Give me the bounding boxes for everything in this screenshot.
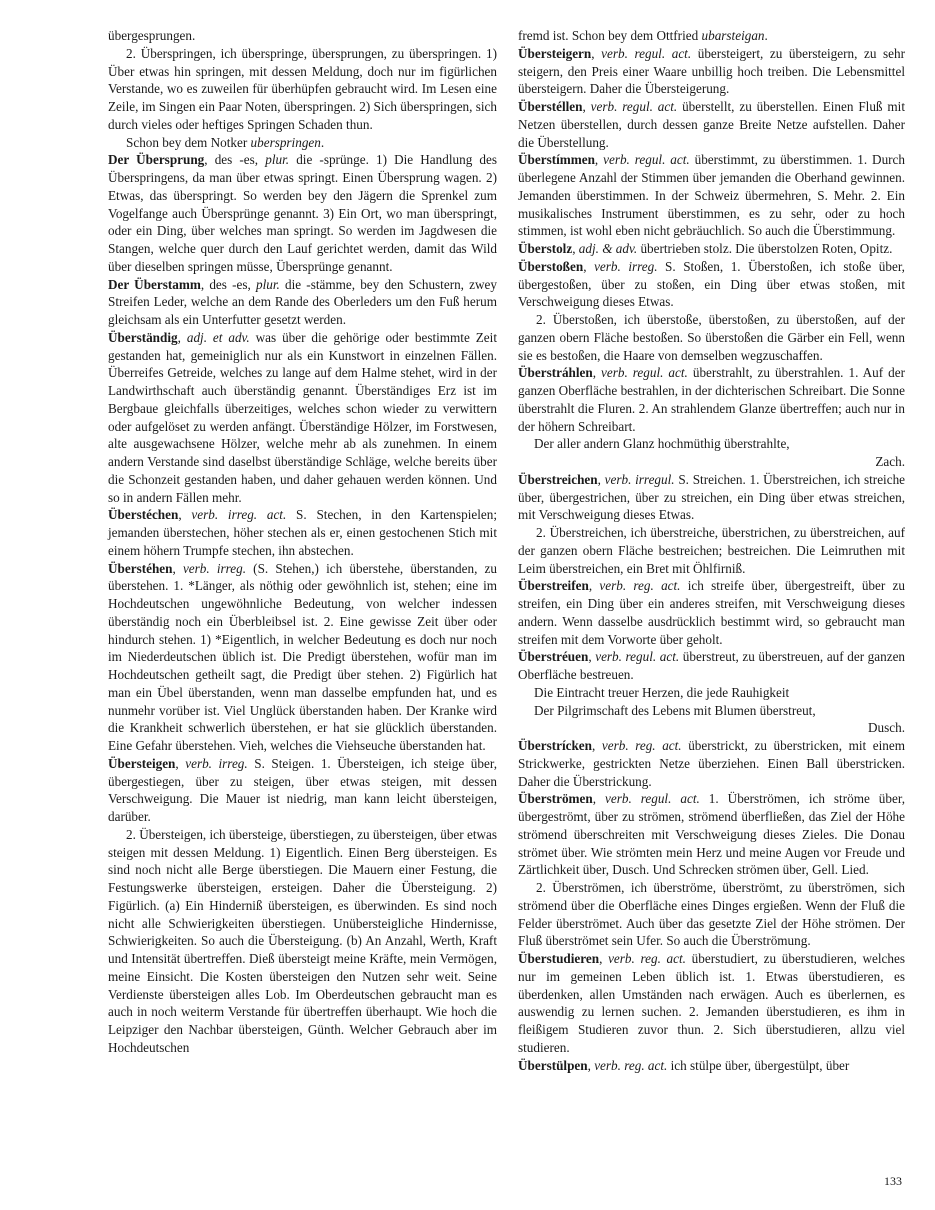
entry-headword: Der Übersprung	[108, 152, 205, 168]
dictionary-entry: Überstéhen, verb. irreg. (S. Stehen,) ich überstehe, überstanden, zu überstehen. 1. *Länger, als nöthig oder gewöhnlich ist, stehen; eine im Hochdeutschen ungewöhnliche Bedeutung, von welcher indessen überständig noch ein Überbleibsel ist. 2. Eine gewisse Zeit über oder hindurch stehen. 1) *Eigentlich, in welcher Bedeutung es doch nur noch im Niederdeutschen üblich ist. Die Predigt überstehen, wofür man im Hochdeutschen getheilt sagt, die Predigt über stehen. 2) Figürlich hat man ein Übel überstanden, wenn man dasselbe empfunden hat, und es nunmehr vorüber ist. Viel Unglück überstanden haben. Der Kranke wird die Krankheit schwerlich überstehen, er hat sie glücklich überstanden. Eine Gefahr überstehen. Vieh, welches die Viehseuche überstanden hat.	[108, 560, 497, 753]
dictionary-entry: Übersteigen, verb. irreg. S. Steigen. 1. Übersteigen, ich steige über, übergestiegen, über zu steigen, über etwas steigen, mit dessen Verschweigung. Die Mauer ist niedrig, man kann leicht übersteigen, darüber.	[108, 755, 497, 824]
verse-line: Der aller andern Glanz hochmüthig überstrahlte,	[534, 436, 790, 452]
page-number: 133	[884, 1174, 902, 1188]
entry-headword: Überständig	[108, 329, 178, 345]
left-column	[108, 27, 497, 1057]
dictionary-entry: Überströmen, verb. regul. act. 1. Überströmen, ich ströme über, übergeströmt, über zu strömen, strömend überfließen, das Ziel der Höhe strömend überschreiten mit Verschweigung dieses Zieles. Die Donau strömet über. Wie strömten mein Herz und meine Augen vor Freude und Zärtlichkeit über, Dusch. Und Schrecken strömen über, Gell. Lied.	[518, 791, 906, 878]
verse-attribution: Dusch.	[868, 720, 905, 736]
citation-word: uberspringen	[250, 134, 321, 150]
verse-line: Die Eintracht treuer Herzen, die jede Rauhigkeit	[534, 684, 790, 700]
entry-headword: Überstreifen	[518, 578, 589, 594]
dictionary-entry: Überstreifen, verb. reg. act. ich streife über, übergestreift, über zu streifen, ein Ding über ein anderes streifen, mit Verschweigung dieses andern. Wenn dasselbe ausdrücklich bestimmt wird, so gebraucht man streifen mit dem Vorworte über geholt.	[518, 578, 905, 647]
entry-plural-label: plur.	[265, 152, 290, 168]
entry-definition: , des -es,	[200, 276, 256, 292]
entry-definition: überstimmt, zu überstimmen. 1. Durch überlegene Anzahl der Stimmen über jemanden die Oberhand gewinnen. Jemanden überstimmen. In der Schweiz übermehren, S. Mehr. 2. Ein musikalisches Instrument überstimmen, es zu sehr, oder zu hoch stimmen, ist wohl eben nicht gebräuchlich. So auch die Überstimmung.	[518, 152, 905, 239]
citation-paragraph	[108, 134, 497, 152]
verse-attribution: Zach.	[875, 454, 905, 469]
entry-grammar: verb. reg. act.	[608, 951, 686, 966]
paragraph: 2. Überspringen, ich überspringe, übersprungen, zu überspringen. 1) Über etwas hin springen, mit dessen Meldung, doch nur im figürlichen Verstande, wo es zuweilen für überhüpfen gebraucht wird. Im Lesen eine Zeile, im Singen ein Paar Noten, überspringen. 2) Sich überspringen, sich durch vieles oder heftiges Springen Schaden thun.	[108, 45, 497, 132]
entry-headword: Übersteigern	[518, 45, 592, 61]
entry-headword: Überstéhen	[108, 560, 173, 576]
entry-definition: ich stülpe über, übergestülpt, über	[667, 1057, 850, 1073]
entry-definition: überstrahlt, zu überstrahlen. 1. Auf der ganzen Oberfläche bestrahlen, in der dichterischen Schreibart. Die Sonne überstrahlt die Fluren. 2. An strahlendem Glanze übertreffen; auch nur in der höhern Schreibart.	[518, 365, 906, 434]
entry-headword: Überstreichen	[518, 471, 598, 487]
entry-headword: Überstéllen	[518, 99, 583, 114]
entry-grammar: verb. irreg.	[182, 560, 247, 576]
dictionary-entry: Überstráhlen, verb. regul. act. überstrahlt, zu überstrahlen. 1. Auf der ganzen Oberfläche bestrahlen, in der dichterischen Schreibart. Die Sonne überstrahlt die Fluren. 2. An strahlendem Glanze übertreffen; auch nur in der höhern Schreibart.	[518, 365, 906, 434]
entry-grammar: verb. regul. act.	[590, 99, 678, 114]
citation-paragraph	[518, 27, 905, 45]
entry-grammar: adj. & adv.	[578, 241, 638, 256]
entry-grammar: verb. reg. act.	[601, 738, 682, 753]
entry-definition: (S. Stehen,) ich überstehe, überstanden, zu überstehen. 1. *Länger, als nöthig oder gewöhnlich ist, stehen; eine im Hochdeutschen ungewöhnliche Bedeutung, von welcher indessen überständig noch ein Überbleibsel ist. 2. Eine gewisse Zeit über oder hindurch stehen. 1) *Eigentlich, in welcher Bedeutung es doch nur noch im Niederdeutschen üblich ist. Die Predigt überstehen, wofür man im Hochdeutschen getheilt sagt, die Predigt über stehen. 2) Figürlich hat man ein Übel überstanden, wenn man dasselbe empfunden hat, und es nunmehr vorüber ist. Viel Unglück überstanden haben. Der Kranke wird die Krankheit schwerlich überstehen, er hat sie glücklich überstanden. Eine Gefahr überstehen. Vieh, welches die Viehseuche überstanden hat.	[108, 560, 497, 753]
paragraph: 2. Überströmen, ich überströme, überströmt, zu überströmen, sich strömend über die Oberfläche eines Dinges ergießen. Wenn der Fluß die Felder überströmet. Auch über das gesetzte Ziel der Höhe strömen. Der Fluß überströmet sein Ufer. So auch die Überströmung.	[518, 880, 905, 949]
entry-definition: überstudiert, zu überstudieren, welches nur im gemeinen Leben üblich ist. 1. Etwas überstudieren, es überdenken, allen Umständen nach erwägen. Auch es überlernen, es auswendig zu lernen suchen. 2. Jemanden überstudieren, es ihm in fleißigem Studieren zuvor thun. 2. Sich überstudieren, allzu viel studieren.	[518, 951, 905, 1055]
paragraph: 2. Überstoßen, ich überstoße, überstoßen, zu überstoßen, auf der ganzen obern Fläche bestoßen. So überstoßen die Gärber ein Fell, wenn sie es bestoßen, die Haare von demselben wegzuschaffen.	[518, 312, 905, 363]
dictionary-entry: Überstülpen, verb. reg. act. ich stülpe über, übergestülpt, über	[518, 1057, 850, 1073]
entry-grammar: verb. irreg.	[185, 755, 248, 771]
entry-definition: S. Stoßen, 1. Überstoßen, ich stoße über, übergestoßen, über zu stoßen, ein Ding über etwas stoßen, mit Verschweigung dieses Etwas.	[518, 258, 905, 310]
entry-definition: überstreut, zu überstreuen, auf der ganzen Oberfläche bestreuen.	[518, 649, 906, 682]
entry-definition: übertrieben stolz. Die überstolzen Roten, Opitz.	[637, 241, 893, 256]
entry-headword: Überstülpen	[518, 1057, 588, 1073]
dictionary-entry: Überstréuen, verb. regul. act. überstreut, zu überstreuen, auf der ganzen Oberfläche bestreuen.	[518, 649, 906, 682]
entry-definition: S. Streichen. 1. Überstreichen, ich streiche über, übergestrichen, über zu streichen, ein Ding über etwas streichen, mit Verschweigung dieses Etwas.	[518, 471, 906, 523]
entry-definition: überstellt, zu überstellen. Einen Fluß mit Netzen überstellen, durch dessen ganze Breite Netze aufstellen. Daher die Überstellung.	[518, 99, 905, 150]
entry-headword: Überstudieren	[518, 951, 600, 966]
entry-headword: Überstéchen	[108, 507, 179, 523]
dictionary-entry	[108, 151, 497, 275]
entry-grammar: verb. regul. act.	[601, 45, 692, 61]
dictionary-entry: Überstímmen, verb. regul. act. überstimmt, zu überstimmen. 1. Durch überlegene Anzahl der Stimmen über jemanden die Oberhand gewinnen. Jemanden überstimmen. In der Schweiz übermehren, S. Mehr. 2. Ein musikalisches Instrument überstimmen, es zu sehr, oder zu hoch stimmen, ist wohl eben nicht gebräuchlich. So auch die Überstimmung.	[518, 152, 905, 239]
entry-grammar: verb. reg. act.	[594, 1057, 668, 1073]
citation-end: .	[764, 28, 768, 43]
entry-headword: Überstoßen	[518, 258, 584, 274]
right-column	[518, 27, 905, 1074]
entry-grammar: verb. regul. act.	[601, 365, 688, 381]
entry-definition: ich streife über, übergestreift, über zu streifen, ein Ding über ein anderes streifen, mit Verschweigung dieses andern. Wenn dasselbe ausdrücklich bestimmt wird, so gebraucht man streifen mit dem Vorworte über geholt.	[518, 578, 905, 647]
entry-headword: Der Überstamm	[108, 276, 201, 292]
dictionary-entry: Überstéllen, verb. regul. act. überstellt, zu überstellen. Einen Fluß mit Netzen überstellen, durch dessen ganze Breite Netze aufstellen. Daher die Überstellung.	[518, 99, 905, 150]
paragraph: 2. Überstreichen, ich überstreiche, überstrichen, zu überstreichen, auf der ganzen obern Fläche bestreichen; bestreichen. Die Leimruthen mit Leim überstreichen, ein Bret mit Öhlfirniß.	[518, 525, 905, 576]
entry-headword: Überströmen	[518, 791, 593, 807]
entry-grammar: verb. regul. act.	[603, 152, 690, 168]
entry-definition: was über die gehörige oder bestimmte Zeit gestanden hat, gemeiniglich nur als ein Kunstwort in einzelnen Fällen. Überreifes Getreide, welches zu lange auf dem Halme stehet, wird in der Landwirthschaft auch überständig genannt. Überständiges Erz ist im Bergbaue gleichfalls überzeitiges, welches schon wieder zu verwittern oder aufgelöset zu werden anfängt. Überständige Hölzer, im Forstwesen, alte ausgewachsene Hölzer, welche mehr ab als zunehmen. In einem andern Verstande sind daselbst überständige Schläge, welche bereits über die Schonzeit gestanden haben, und daher gehauen werden können. Und so in andern Fällen mehr.	[108, 329, 497, 505]
entry-headword: Überstímmen	[518, 152, 595, 168]
entry-definition: S. Steigen. 1. Übersteigen, ich steige über, übergestiegen, über zu steigen, über etwas steigen, mit dessen Verschweigung. Die Mauer ist niedrig, man kann leicht übersteigen, darüber.	[108, 755, 497, 824]
dictionary-entry: Überstolz, adj. & adv. übertrieben stolz. Die überstolzen Roten, Opitz.	[518, 241, 893, 256]
citation-text: fremd ist. Schon bey dem Ottfried	[518, 28, 702, 43]
citation-text: Schon bey dem Notker	[126, 134, 251, 150]
entry-definition-cont: die -stämme, bey den Schustern, zwey Streifen Leder, welche an dem Rande des Oberleders um den Fuß herum gleichsam als ein Unterfutter gesetzt werden.	[108, 276, 497, 327]
entry-plural-label: plur.	[255, 276, 280, 292]
entry-grammar: verb. irreg. act.	[191, 507, 287, 523]
dictionary-entry	[108, 276, 497, 329]
dictionary-entry: Überständig, adj. et adv. was über die gehörige oder bestimmte Zeit gestanden hat, gemeiniglich nur als ein Kunstwort in einzelnen Fällen. Überreifes Getreide, welches zu lange auf dem Halme stehet, wird in der Landwirthschaft auch überständig genannt. Überständiges Erz ist im Bergbaue gleichfalls überzeitiges, welches schon wieder zu verwittern oder aufgelöset zu werden anfängt. Überständige Hölzer, im Forstwesen, alte ausgewachsene Hölzer, welche mehr ab als zunehmen. In einem andern Verstande sind daselbst überständige Schläge, welche bereits über die Schonzeit gestanden haben, und daher gehauen werden können. Und so in andern Fällen mehr.	[108, 329, 497, 505]
entry-headword: Überstrícken	[518, 738, 592, 753]
entry-grammar: verb. regul. act.	[595, 649, 680, 665]
entry-grammar: verb. regul. act.	[605, 791, 700, 807]
entry-definition: , des -es,	[204, 152, 266, 168]
entry-headword: Überstréuen	[518, 649, 589, 665]
dictionary-entry: Überstoßen, verb. irreg. S. Stoßen, 1. Überstoßen, ich stoße über, übergestoßen, über zu stoßen, ein Ding über etwas stoßen, mit Verschweigung dieses Etwas.	[518, 258, 905, 310]
dictionary-entry: Übersteigern, verb. regul. act. übersteigert, zu übersteigern, zu sehr steigern, den Preis einer Waare unbillig hoch treiben. Die Lebensmittel übersteigern. Daher die Übersteigerung.	[518, 45, 906, 97]
entry-headword: Überstolz	[518, 241, 573, 256]
entry-definition: übersteigert, zu übersteigern, zu sehr steigern, den Preis einer Waare unbillig hoch treiben. Die Lebensmittel übersteigern. Daher die Übersteigerung.	[518, 45, 906, 97]
entry-grammar: verb. irreg.	[594, 258, 658, 274]
dictionary-entry: Überstreichen, verb. irregul. S. Streichen. 1. Überstreichen, ich streiche über, übergestrichen, über zu streichen, ein Ding über etwas streichen, mit Verschweigung dieses Etwas.	[518, 471, 906, 523]
citation-end: .	[320, 134, 325, 150]
dictionary-entry: Überstrícken, verb. reg. act. überstrickt, zu überstricken, mit einem Strickwerke, gestrickten Netze überziehen. Einen Ball überstricken. Daher die Überstrickung.	[518, 738, 906, 789]
entry-definition: überstrickt, zu überstricken, mit einem Strickwerke, gestrickten Netze überziehen. Einen Ball überstricken. Daher die Überstrickung.	[518, 738, 906, 789]
dictionary-entry: Überstudieren, verb. reg. act. überstudiert, zu überstudieren, welches nur im gemeinen Leben üblich ist. 1. Etwas überstudieren, es überdenken, allen Umständen nach erwägen. Auch es überlernen, es auswendig zu lernen suchen. 2. Jemanden überstudieren, es ihm in fleißigem Studieren zuvor thun. 2. Sich überstudieren, allzu viel studieren.	[518, 951, 905, 1055]
entry-definition: S. Stechen, in den Kartenspielen; jemanden überstechen, höher stechen als er, einen gestochenen Stich mit einem höhern Trumpfe stechen, ihn abstechen.	[108, 507, 498, 558]
paragraph: übergesprungen.	[108, 28, 196, 43]
entry-headword: Überstráhlen	[518, 365, 593, 381]
citation-word: ubarsteigan	[701, 28, 765, 43]
entry-grammar: verb. irregul.	[604, 471, 675, 487]
paragraph: 2. Übersteigen, ich übersteige, überstiegen, zu übersteigen, über etwas steigen mit dessen Meldung. 1) Eigentlich. Einen Berg übersteigen. Es sind noch nicht alle Berge überstiegen. Die Mauern einer Festung, die Festungswerke übersteigen, ersteigen. Daher die Übersteigung. 2) Figürlich. (a) Ein Hinderniß übersteigen, es überwinden. Es sind noch nicht alle Schwierigkeiten überstiegen. Unübersteigliche Hindernisse, Schwierigkeiten. So auch die Übersteigung. (b) An Anzahl, Werth, Kraft und Intensität übertreffen. Dieß übersteigt meine Kräfte, mein Vermögen, meine Einsicht. Die Kosten übersteigen den Nutzen sehr weit. Seine Verdienste übersteigen alles Lob. Im Oberdeutschen gebraucht man es auch in noch weiterm Verstande für übertreffen überhaupt. Wie hoch die Leipziger den Nachbar übersteigen, Günth. Welcher Gebrauch aber im Hochdeutschen	[108, 826, 497, 1055]
entry-definition-cont: die -sprünge. 1) Die Handlung des Überspringens, da man über etwas springt. Einen Übersprung wagen. 2) Etwas, das überspringt. So werden bey den Jägern die Sprenkel zum Vogelfange auch Übersprünge genannt. 3) Ein Ort, wo man überspringt, oder ein Ding, über welches man springt. So werden im Jagdwesen die Stangen, welche quer durch den Lauf gerichtet werden, damit das Wild über dieselben springen müsse, Übersprünge genannt.	[108, 152, 498, 274]
entry-headword: Übersteigen	[108, 755, 176, 771]
verse-line: Der Pilgrimschaft des Lebens mit Blumen überstreut,	[534, 702, 816, 718]
entry-definition: 1. Überströmen, ich ströme über, übergeströmt, über zu strömen, strömend überfließen, das Ziel der Höhe strömend überschreiten mit Verschweigung dieses Zieles. Die Donau strömet über. Wie strömten mein Herz und meine Augen vor Freude und Zärtlichkeit über, Dusch. Und Schrecken strömen über, Gell. Lied.	[518, 791, 906, 878]
dictionary-entry: Überstéchen, verb. irreg. act. S. Stechen, in den Kartenspielen; jemanden überstechen, höher stechen als er, einen gestochenen Stich mit einem höhern Trumpfe stechen, ihn abstechen.	[108, 507, 498, 558]
entry-grammar: adj. et adv.	[186, 329, 250, 345]
entry-grammar: verb. reg. act.	[599, 578, 681, 594]
